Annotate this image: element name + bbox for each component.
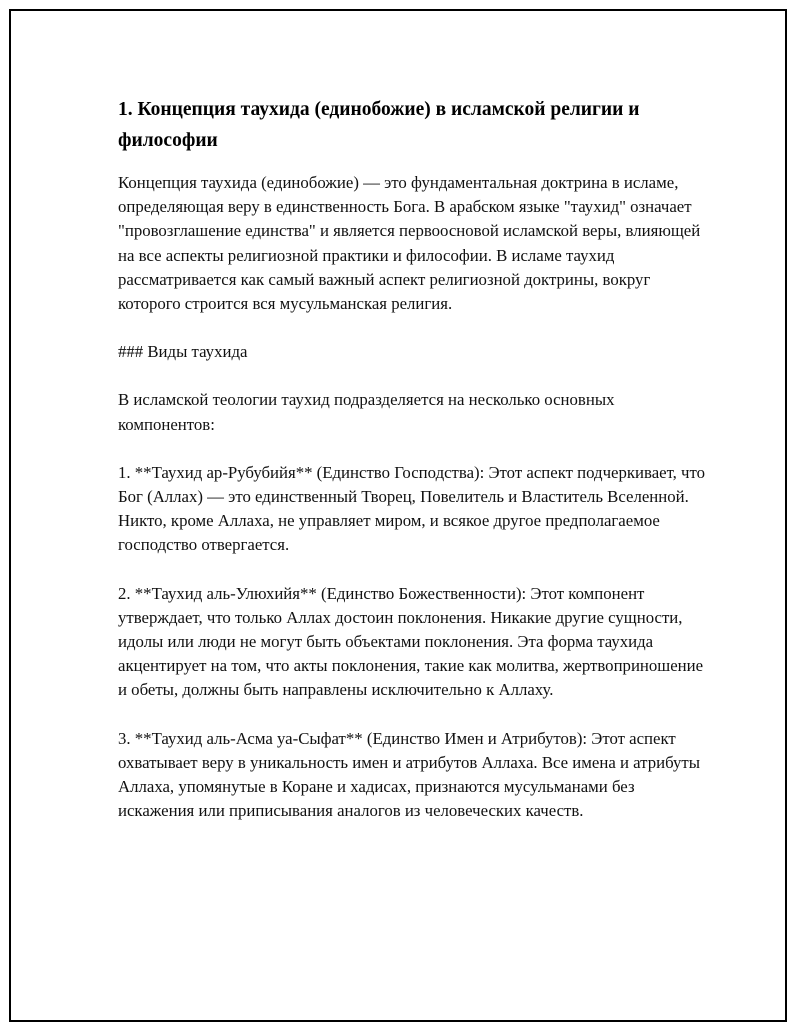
document-body	[118, 94, 708, 847]
list-item-rububiyya: 1. **Таухид ар-Рубубийя** (Единство Господства): Этот аспект подчеркивает, что Бог (Аллах) — это единственный Творец, Повелитель и Властитель Вселенной. Никто, кроме Аллаха, не управляет миром, и всякое другое предполагаемое господство отвергается.	[118, 462, 705, 555]
components-intro-paragraph: В исламской теологии таухид подразделяется на несколько основных компонентов:	[118, 390, 615, 434]
list-item-asma-sifat: 3. **Таухид аль-Асма уа-Сыфат** (Единство Имен и Атрибутов): Этот аспект охватывает веру в уникальность имен и атрибутов Аллаха. Все имена и атрибуты Аллаха, упомянутые в Коране и хадисах, признаются мусульманами без искажения или приписывания аналогов из человеческих качеств.	[118, 728, 700, 821]
document-title: 1. Концепция таухида (единобожие) в исламской религии и философии	[118, 99, 640, 151]
intro-paragraph: Концепция таухида (единобожие) — это фундаментальная доктрина в исламе, определяющая веру в единственность Бога. В арабском языке "таухид" означает "провозглашение единства" и является первоосновой исламской веры, влияющей на все аспекты религиозной практики и философии. В исламе таухид рассматривается как самый важный аспект религиозной доктрины, вокруг которого строится вся мусульманская религия.	[118, 173, 701, 314]
list-item-uluhiyya: 2. **Таухид аль-Улюхийя** (Единство Божественности): Этот компонент утверждает, что только Аллах достоин поклонения. Никакие другие сущности, идолы или люди не могут быть объектами поклонения. Эта форма таухида акцентирует на том, что акты поклонения, такие как молитва, жертвоприношение и обеты, должны быть направлены исключительно к Аллаху.	[118, 583, 704, 700]
section-heading-tauhid-types: ### Виды таухида	[118, 342, 248, 362]
